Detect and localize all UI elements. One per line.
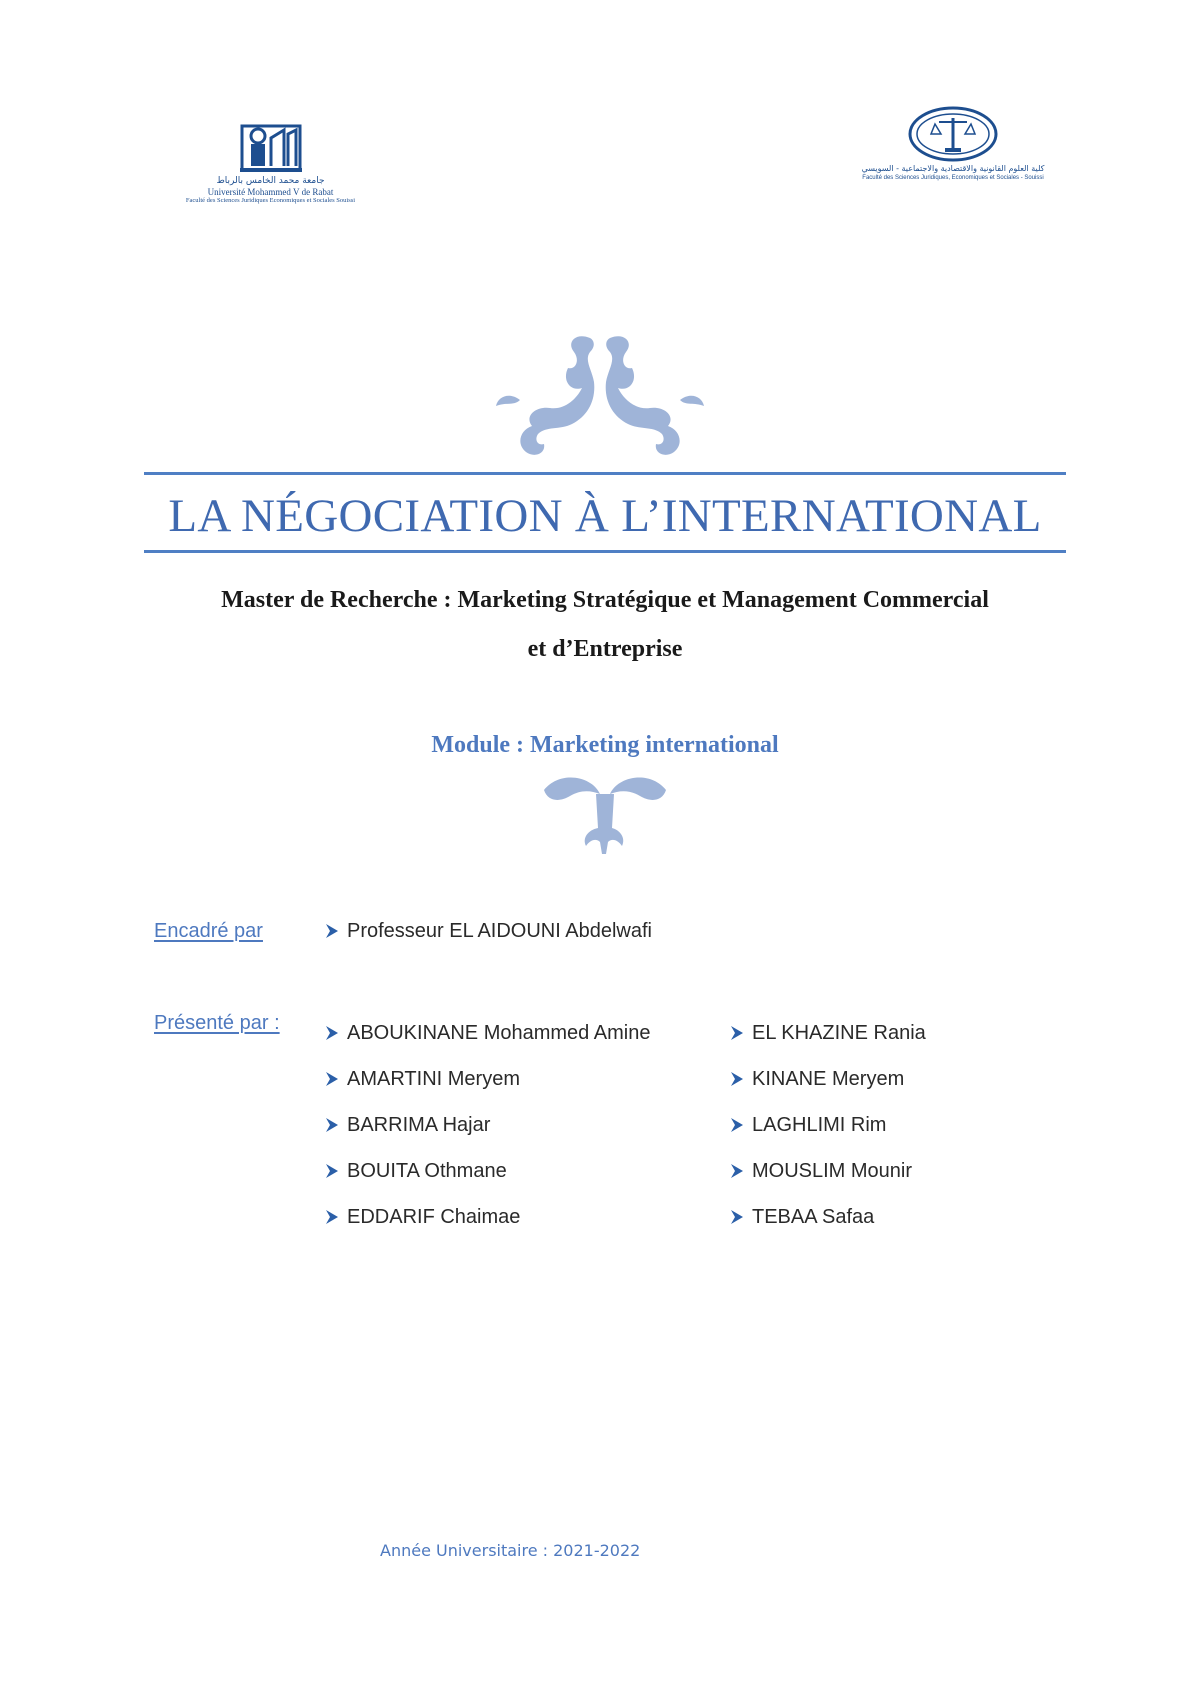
chevron-right-icon xyxy=(325,1209,339,1225)
faculty-name-arabic: كلية العلوم القانونية والاقتصادية والاجتماعية - السويسي xyxy=(861,164,1045,173)
university-name-arabic: جامعة محمد الخامس بالرباط xyxy=(216,176,325,186)
chevron-right-icon xyxy=(730,1163,744,1179)
list-item xyxy=(325,1148,650,1194)
page-title: LA NÉGOCIATION À L’INTERNATIONAL xyxy=(168,490,1042,542)
supervisor-name: Professeur EL AIDOUNI Abdelwafi xyxy=(347,920,652,942)
university-logo xyxy=(158,118,383,210)
floral-ornament-icon xyxy=(480,330,720,460)
presenter-name: EL KHAZINE Rania xyxy=(752,1022,926,1044)
list-item xyxy=(325,1194,650,1240)
supervised-by-label: Encadré par xyxy=(154,920,263,942)
title-rule-bottom xyxy=(144,550,1066,553)
list-item xyxy=(730,1148,926,1194)
list-item xyxy=(730,1010,926,1056)
faculty-name: Faculté des Sciences Juridiques Economiques et Sociales Souissi xyxy=(185,197,356,204)
presenters-right-list xyxy=(730,1010,926,1240)
chevron-right-icon xyxy=(325,1025,339,1041)
university-name: Université Mohammed V de Rabat xyxy=(207,187,334,197)
presenter-name: EDDARIF Chaimae xyxy=(347,1206,521,1228)
chevron-right-icon xyxy=(325,1071,339,1087)
list-item xyxy=(730,1102,926,1148)
title-rule-top xyxy=(144,472,1066,475)
presented-by-label: Présenté par : xyxy=(154,1012,280,1034)
module-title: Module : Marketing international xyxy=(431,732,779,758)
chevron-right-icon xyxy=(730,1071,744,1087)
presenter-name: LAGHLIMI Rim xyxy=(752,1114,887,1136)
chevron-right-icon xyxy=(325,1117,339,1133)
list-item xyxy=(325,1010,650,1056)
supervisor-entry xyxy=(325,918,652,944)
presenter-name: MOUSLIM Mounir xyxy=(752,1160,913,1182)
list-item xyxy=(730,1056,926,1102)
chevron-right-icon xyxy=(325,923,339,939)
faculty-logo xyxy=(838,106,1068,186)
chevron-right-icon xyxy=(730,1117,744,1133)
presenter-name: AMARTINI Meryem xyxy=(347,1068,520,1090)
presenter-name: KINANE Meryem xyxy=(752,1068,905,1090)
scales-of-justice-icon xyxy=(907,106,999,162)
presenter-name: BARRIMA Hajar xyxy=(347,1114,491,1136)
list-item xyxy=(325,1102,650,1148)
university-emblem-icon xyxy=(236,118,306,174)
presenter-name: TEBAA Safaa xyxy=(752,1206,875,1228)
fleur-ornament-icon xyxy=(540,768,670,856)
chevron-right-icon xyxy=(730,1209,744,1225)
chevron-right-icon xyxy=(325,1163,339,1179)
list-item xyxy=(730,1194,926,1240)
presenter-name: BOUITA Othmane xyxy=(347,1160,507,1182)
presenters-left-list xyxy=(325,1010,650,1240)
program-title-line2: et d’Entreprise xyxy=(527,636,683,662)
presenter-name: ABOUKINANE Mohammed Amine xyxy=(347,1022,651,1044)
chevron-right-icon xyxy=(730,1025,744,1041)
faculty-name: Faculté des Sciences Juridiques, Economiques et Sociales - Souissi xyxy=(862,175,1044,181)
academic-year: Année Universitaire : 2021-2022 xyxy=(380,1541,641,1560)
list-item xyxy=(325,1056,650,1102)
program-title-line1: Master de Recherche : Marketing Stratégique et Management Commercial xyxy=(221,587,989,613)
